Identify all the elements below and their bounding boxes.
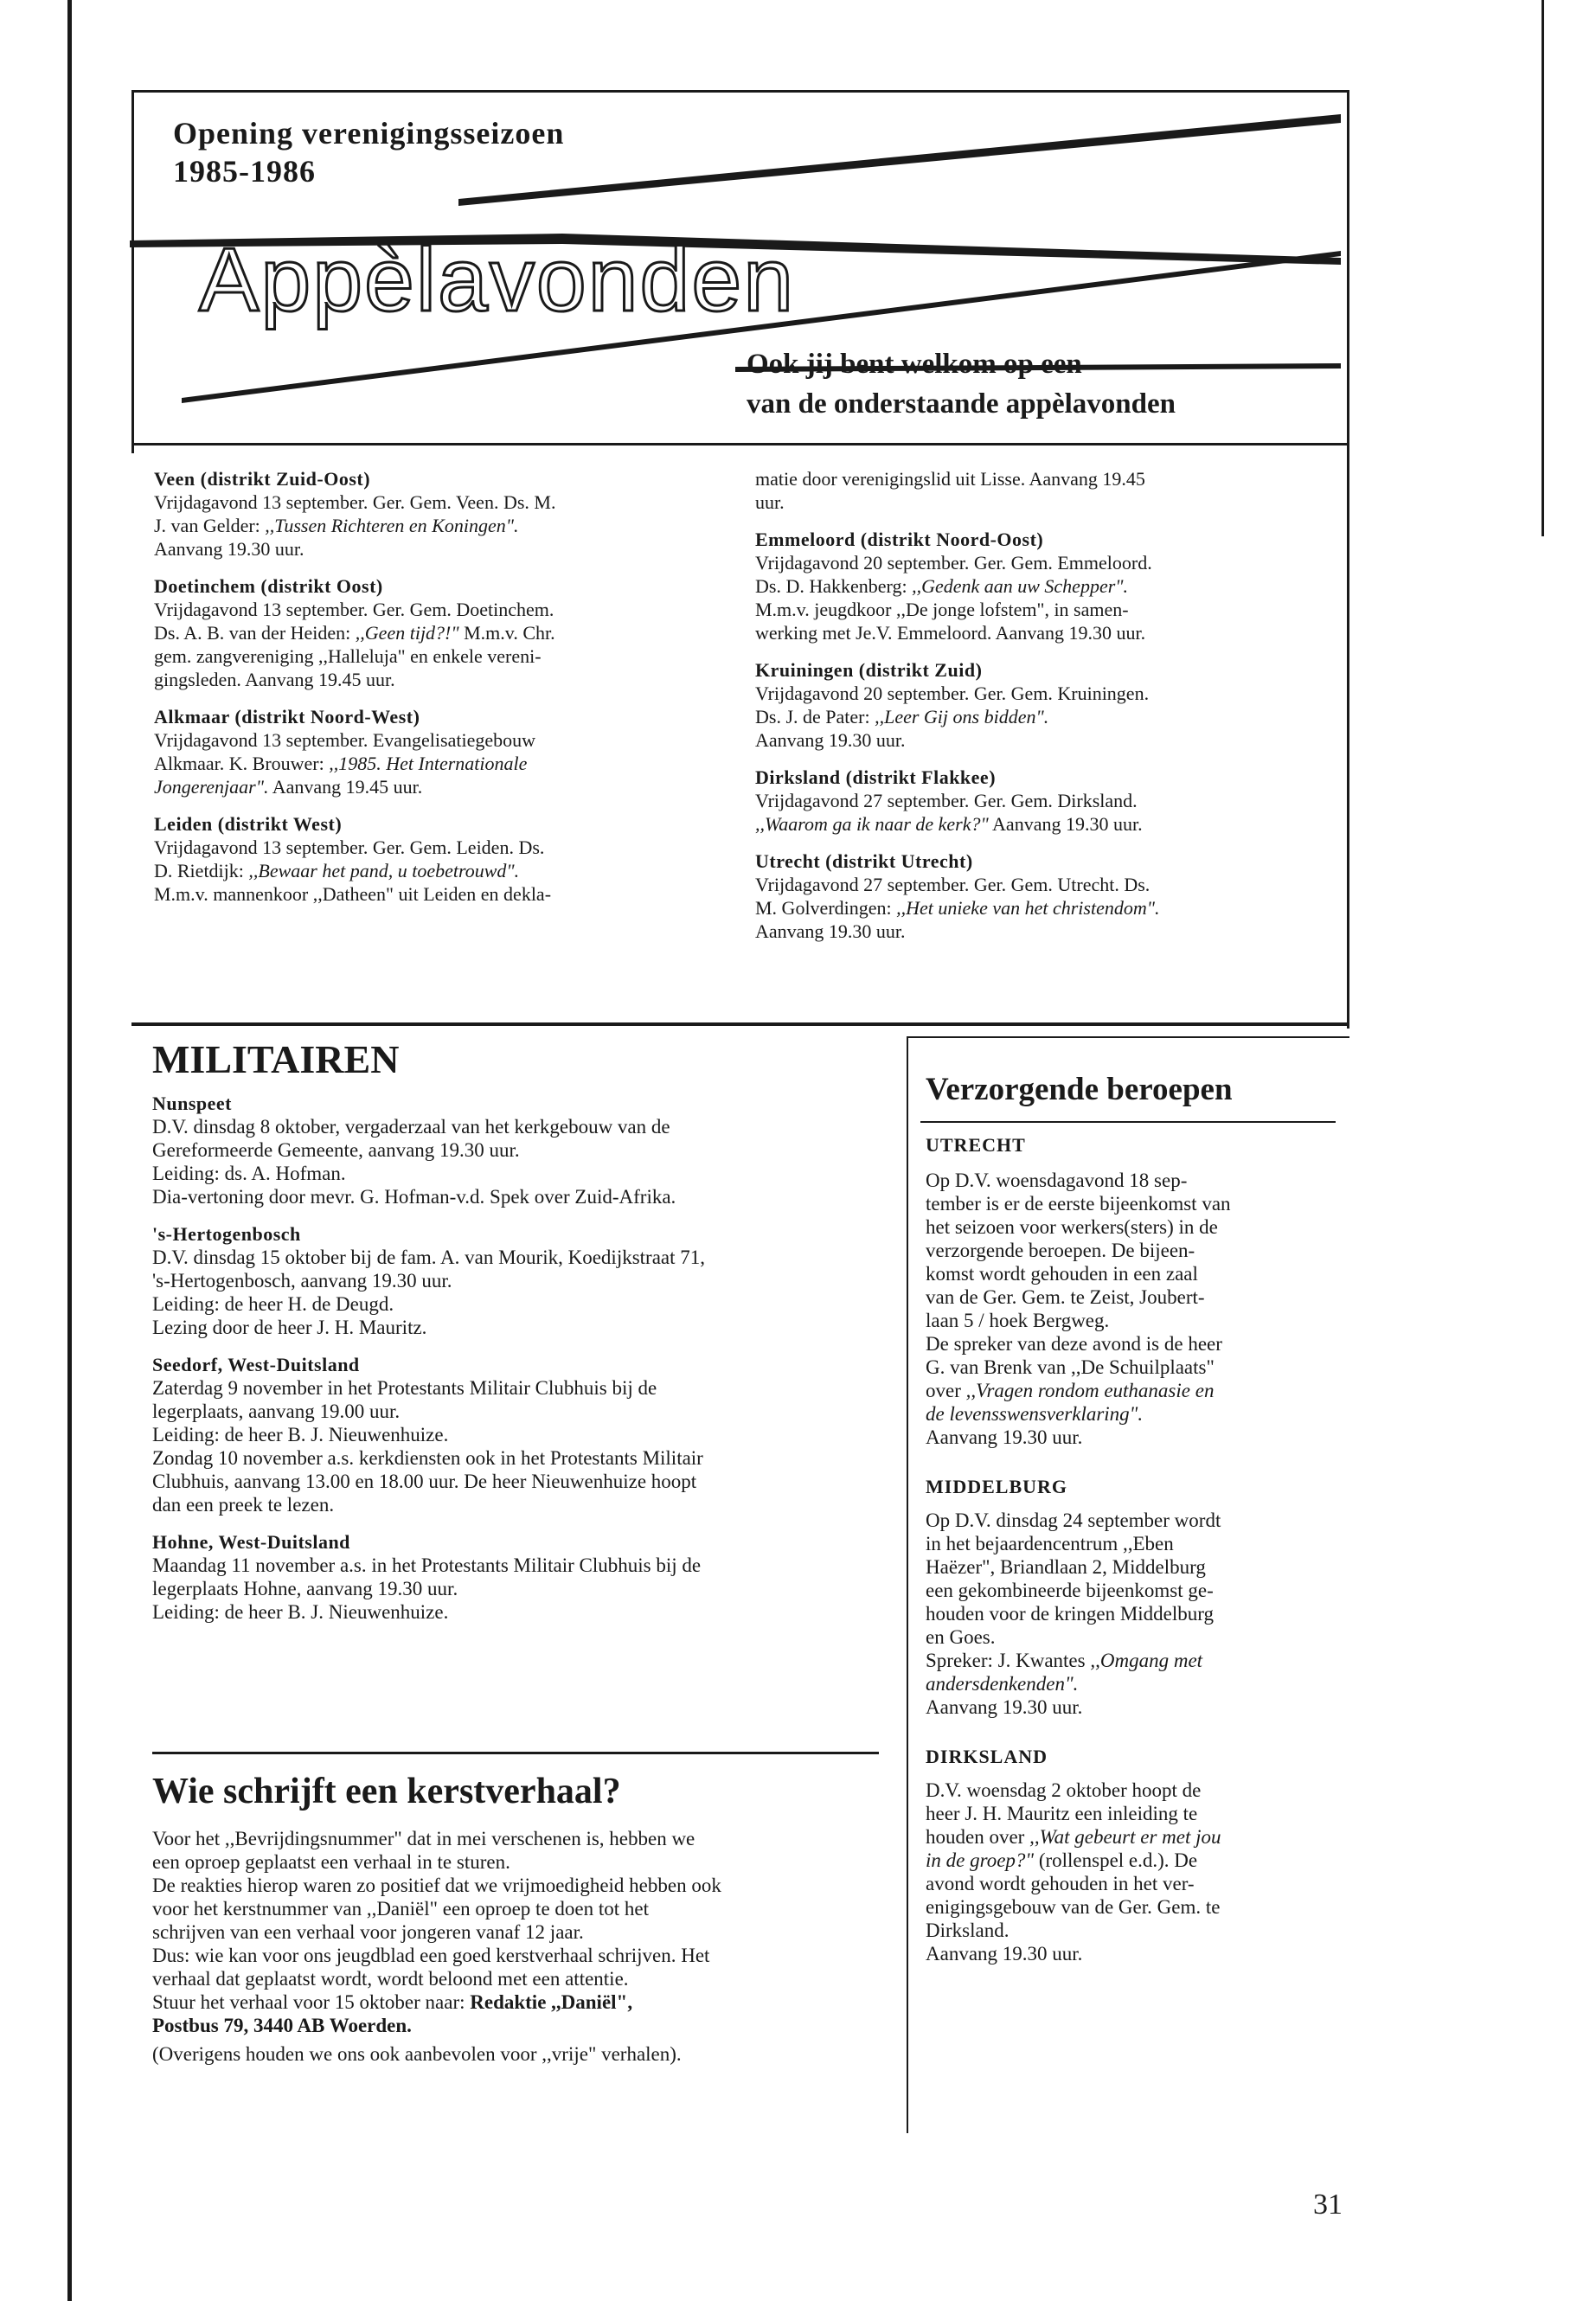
box-top-rule — [131, 90, 1349, 93]
verzorgende-middelburg: MIDDELBURG Op D.V. dinsdag 24 september wordt in het bejaardencentrum ,,Eben Haëzer", Briandlaan 2, Middelburg een gekombineerde bijeenkomst ge- houden voor de kringen Middelburg en Goes. Spreker: J. Kwantes ,,Omgang met andersdenkenden". Aanvang 19.30 uur. — [926, 1476, 1221, 1718]
page-margin-rule — [67, 0, 72, 2301]
militairen-seedorf: Seedorf, West-Duitsland Zaterdag 9 november in het Protestants Militair Clubhuis bij de legerplaats, aanvang 19.00 uur. Leiding: de heer B. J. Nieuwenhuize. Zondag 10 november a.s. kerkdiensten ook in het Protestants Militair Clubhuis, aanvang 13.00 en 18.00 uur. De heer Nieuwenhuize hoopt dan een preek te lezen. — [152, 1354, 703, 1516]
appelavonden-banner: Appèlavonden — [199, 230, 796, 330]
kerst-body: Voor het ,,Bevrijdingsnummer" dat in mei verschenen is, hebben we een oproep geplaatst een verhaal in te sturen. De reakties hierop waren zo positief dat we vrijmoedigheid hebben ook voor het kerstnummer van ,,Daniël" een oproep te doen tot het schrijven van een verhaal voor jongeren vanaf 12 jaar. Dus: wie kan voor ons jeugdblad een goed kerstverhaal schrijven. Het verhaal dat geplaatst wordt, wordt beloond met een attentie. Stuur het verhaal voor 15 oktober naar: Redaktie ,,Daniël", Postbus 79, 3440 AB Woerden. (Overigens houden we ons ook aanbevolen voor ,,vrije" verhalen). — [152, 1828, 721, 2065]
militairen-title: MILITAIREN — [152, 1037, 400, 1081]
appel-dirksland: Dirksland (distrikt Flakkee) Vrijdagavond 27 september. Ger. Gem. Dirksland. ,,Waarom ga ik naar de kerk?" Aanvang 19.30 uur. — [755, 766, 1143, 835]
page-subtitle: Ook jij bent welkom op een van de onderstaande appèlavonden — [747, 349, 1176, 420]
appel-veen: Veen (distrikt Zuid-Oost) Vrijdagavond 13 september. Ger. Gem. Veen. Ds. M. J. van Gelder: ,,Tussen Richteren en Koningen". Aanvang 19.30 uur. — [154, 468, 556, 560]
subtitle-rule — [131, 443, 1349, 445]
appel-utrecht: Utrecht (distrikt Utrecht) Vrijdagavond 27 september. Ger. Gem. Utrecht. Ds. M. Golverdingen: ,,Het unieke van het christendom". Aanvang 19.30 uur. — [755, 850, 1160, 942]
appel-doetinchem: Doetinchem (distrikt Oost) Vrijdagavond 13 september. Ger. Gem. Doetinchem. Ds. A. B. van der Heiden: ,,Geen tijd?!" M.m.v. Chr. gem. zangvereniging ,,Halleluja" en enkele vereni- gingsleden. Aanvang 19.45 uur. — [154, 575, 555, 690]
page-number: 31 — [1313, 2189, 1343, 2221]
militairen-column — [152, 1092, 896, 1638]
appel-leiden: Leiden (distrikt West) Vrijdagavond 13 september. Ger. Gem. Leiden. Ds. D. Rietdijk: ,,Bewaar het pand, u toebetrouwd". M.m.v. mannenkoor ,,Datheen" uit Leiden en dekla- — [154, 813, 552, 905]
page-title: Opening verenigingsseizoen 1985-1986 — [173, 116, 565, 189]
appel-leiden-continued: matie door verenigingslid uit Lisse. Aanvang 19.45 uur. — [755, 468, 1145, 513]
verzorgende-top-rule — [907, 1036, 1349, 1038]
verzorgende-title: Verzorgende beroepen — [926, 1072, 1233, 1107]
militairen-nunspeet: Nunspeet D.V. dinsdag 8 oktober, vergaderzaal van het kerkgebouw van de Gereformeerde Gemeente, aanvang 19.30 uur. Leiding: ds. A. Hofman. Dia-vertoning door mevr. G. Hofman-v.d. Spek over Zuid-Afrika. — [152, 1093, 676, 1208]
appel-bottom-rule — [131, 1022, 1349, 1026]
appel-alkmaar: Alkmaar (distrikt Noord-West) Vrijdagavond 13 september. Evangelisatiegebouw Alkmaar. K. Brouwer: ,,1985. Het Internationale Jongerenjaar". Aanvang 19.45 uur. — [154, 706, 535, 798]
militairen-hertogenbosch: 's-Hertogenbosch D.V. dinsdag 15 oktober bij de fam. A. van Mourik, Koedijkstraat 71, 's-Hertogenbosch, aanvang 19.30 uur. Leiding: de heer H. de Deugd. Lezing door de heer J. H. Mauritz. — [152, 1223, 706, 1338]
verzorgende-column — [926, 1133, 1324, 1979]
page-right-rule — [1542, 0, 1544, 536]
appel-right-column — [755, 467, 1335, 957]
kerst-top-rule — [152, 1752, 879, 1754]
militairen-hohne: Hohne, West-Duitsland Maandag 11 november a.s. in het Protestants Militair Clubhuis bij de legerplaats Hohne, aanvang 19.30 uur. Leiding: de heer B. J. Nieuwenhuize. — [152, 1531, 702, 1623]
verzorgende-dirksland: DIRKSLAND D.V. woensdag 2 oktober hoopt de heer J. H. Mauritz een inleiding te houden over ,,Wat gebeurt er met jou in de groep?" (rollenspel e.d.). De avond wordt gehouden in het ver- enigingsgebouw van de Ger. Gem. te Dirksland. Aanvang 19.30 uur. — [926, 1746, 1221, 1965]
column-divider — [907, 1036, 908, 2133]
appel-left-column — [154, 467, 725, 920]
kerst-title: Wie schrijft een kerstverhaal? — [152, 1772, 621, 1811]
verzorgende-utrecht: UTRECHT Op D.V. woensdagavond 18 sep- tember is er de eerste bijeenkomst van het seizoen voor werkers(sters) in de verzorgende beroepen. De bijeen- komst wordt gehouden in een zaal van de Ger. Gem. te Zeist, Joubert- laan 5 / hoek Bergweg. De spreker van deze avond is de heer G. van Brenk van ,,De Schuilplaats" over ,,Vragen rondom euthanasie en de levensswensverklaring". Aanvang 19.30 uur. — [926, 1134, 1231, 1448]
appel-emmeloord: Emmeloord (distrikt Noord-Oost) Vrijdagavond 20 september. Ger. Gem. Emmeloord. Ds. D. Hakkenberg: ,,Gedenk aan uw Schepper". M.m.v. jeugdkoor ,,De jonge lofstem", in samen- werking met Je.V. Emmeloord. Aanvang 19.30 uur. — [755, 529, 1152, 644]
appel-kruiningen: Kruiningen (distrikt Zuid) Vrijdagavond 20 september. Ger. Gem. Kruiningen. Ds. J. de Pater: ,,Leer Gij ons bidden". Aanvang 19.30 uur. — [755, 659, 1150, 751]
verzorgende-title-rule — [920, 1121, 1336, 1123]
